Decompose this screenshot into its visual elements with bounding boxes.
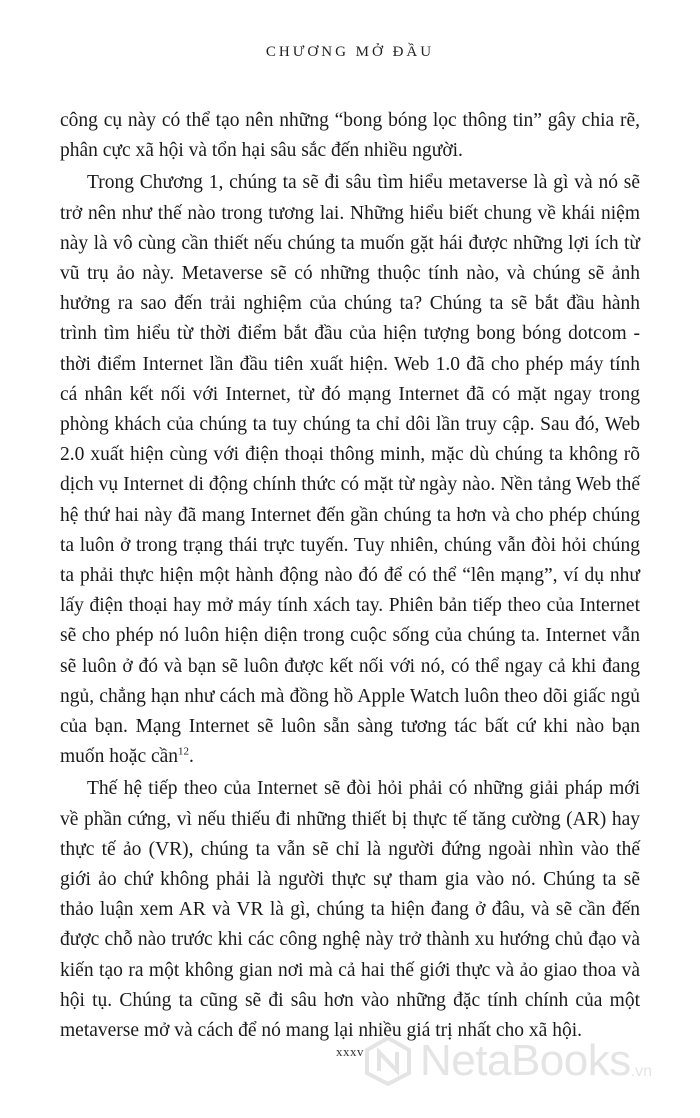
watermark-brand: NetaBooks <box>420 1036 631 1085</box>
running-header: CHƯƠNG MỞ ĐẦU <box>265 44 435 60</box>
watermark <box>362 1026 698 1096</box>
netabooks-logo-icon <box>362 1035 414 1087</box>
footnote-marker[interactable]: 12 <box>178 745 190 758</box>
paragraph-next-generation: Thế hệ tiếp theo của Internet sẽ đòi hỏi phải có những giải pháp mới về phần cứng, vì nếu thiếu đi những thiết bị thực tế tăng cường (AR) hay thực tế ảo (VR), chúng ta vẫn sẽ chỉ là người đứng ngoài nhìn vào thế giới ảo chứ không phải là người thực sự tham gia vào nó. Chúng ta sẽ thảo luận xem AR và VR là gì, chúng ta hiện đang ở đâu, và sẽ cần đến được chỗ nào trước khi các công nghệ này trở thành xu hướng chủ đạo và kiến tạo ra một không gian nơi mà cả hai thế giới thực và ảo giao thoa và hội tụ. Chúng ta cũng sẽ đi sâu hơn vào những đặc tính chính của một metaverse mở và cách để nó mang lại nhiều giá trị nhất cho xã hội. <box>60 778 640 1042</box>
page-number: xxxv <box>336 1044 364 1059</box>
paragraph-text: Trong Chương 1, chúng ta sẽ đi sâu tìm hiểu metaverse là gì và nó sẽ trở nên như thế nào trong tương lai. Những hiểu biết chung về khái niệm này là vô cùng cần thiết nếu chúng ta muốn gặt hái được những lợi ích từ vũ trụ ảo này. Metaverse sẽ có những thuộc tính nào, và chúng sẽ ảnh hưởng ra sao đến trải nghiệm của chúng ta? Chúng ta sẽ bắt đầu hành trình tìm hiểu từ thời điểm bắt đầu của hiện tượng bong bóng dotcom - thời điểm Internet lần đầu tiên xuất hiện. Web 1.0 đã cho phép máy tính cá nhân kết nối với Internet, từ đó mạng Internet đã có mặt ngay trong phòng khách của chúng ta tuy chúng ta chỉ dôi lần truy cập. Sau đó, Web 2.0 xuất hiện cùng với điện thoại thông minh, mặc dù chúng ta không rõ dịch vụ Internet di động chính thức có mặt từ ngày nào. Nền tảng Web thế hệ thứ hai này đã mang Internet đến gần chúng ta hơn và cho phép chúng ta luôn ở trong trạng thái trực tuyến. Tuy nhiên, chúng vẫn đòi hỏi chúng ta phải thực hiện một hành động nào đó để có thể “lên mạng”, ví dụ như lấy điện thoại hay mở máy tính xách tay. Phiên bản tiếp theo của Internet sẽ cho phép nó luôn hiện diện trong cuộc sống của chúng ta. Internet vẫn sẽ luôn ở đó và bạn sẽ luôn được kết nối với nó, có thể ngay cả khi đang ngủ, chẳng hạn như cách mà đồng hồ Apple Watch luôn theo dõi giấc ngủ của bạn. Mạng Internet sẽ luôn sẵn sàng tương tác bất cứ khi nào bạn muốn hoặc cần <box>60 172 640 768</box>
page-body <box>60 106 640 1046</box>
paragraph-end: . <box>189 746 194 768</box>
watermark-suffix: .vn <box>630 1063 653 1080</box>
paragraph-chapter-1 <box>60 168 640 772</box>
paragraph-continued: công cụ này có thể tạo nên những “bong bóng lọc thông tin” gây chia rẽ, phân cực xã hội và tổn hại sâu sắc đến nhiều người. <box>60 110 640 162</box>
